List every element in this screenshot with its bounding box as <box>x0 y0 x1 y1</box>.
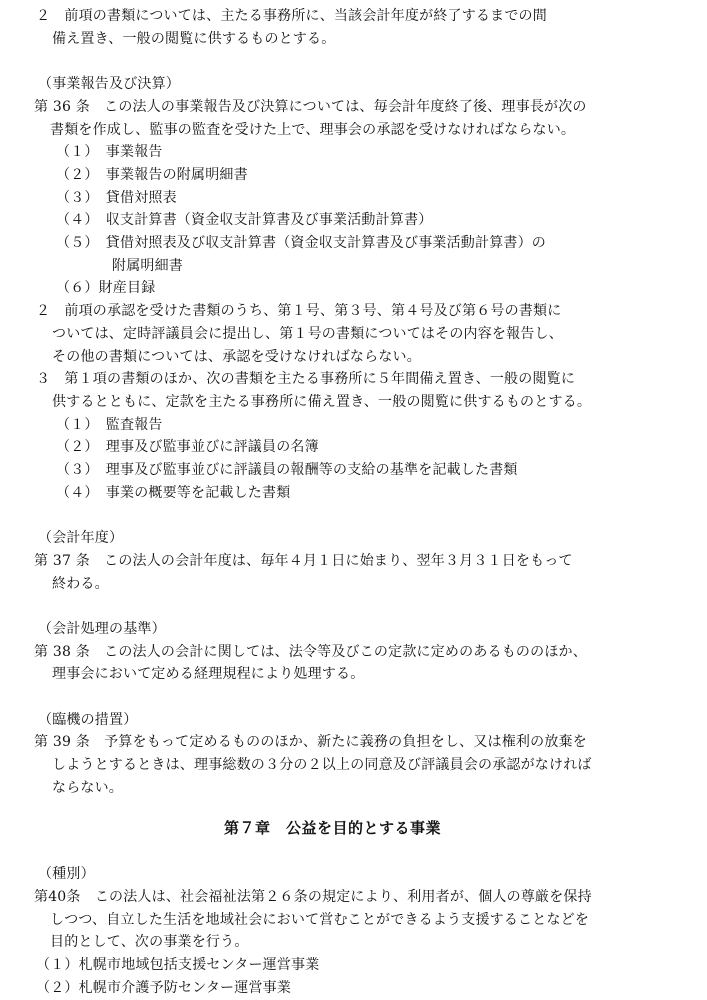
text-line: 供するとともに、定款を主たる事務所に備え置き、一般の閲覧に供するものとする。 <box>52 393 592 410</box>
text-line: （１） 監査報告 <box>56 416 163 433</box>
text-line: （５） 貸借対照表及び収支計算書（資金収支計算書及び事業活動計算書）の <box>56 235 546 251</box>
text-line: （４） 収支計算書（資金収支計算書及び事業活動計算書） <box>56 212 433 229</box>
text-line: 備え置き、一般の閲覧に供するものとする。 <box>52 30 336 47</box>
text-line: ２ 前項の書類については、主たる事務所に、当該会計年度が終了するまでの間 <box>36 8 547 24</box>
text-line: 附属明細書 <box>112 257 183 274</box>
text-line: しようとするときは、理事総数の３分の２以上の同意及び評議員会の承認がなければ <box>52 757 592 774</box>
text-line: （種別） <box>38 866 95 882</box>
text-line: 第40条 この法人は、社会福祉法第２６条の規定により、利用者が、個人の尊厳を保持 <box>34 888 592 905</box>
text-line: （３） 貸借対照表 <box>56 189 177 206</box>
text-line: （事業報告及び決算） <box>38 76 180 93</box>
text-line: （２）札幌市介護予防センター運営事業 <box>36 980 292 996</box>
text-line: （臨機の措置） <box>38 711 138 728</box>
chapter-heading: 第７章 公益を目的とする事業 <box>224 819 442 837</box>
text-line: ついては、定時評議員会に提出し、第１号の書類についてはその内容を報告し、 <box>52 325 563 342</box>
text-line: 第 36 条 この法人の事業報告及び決算については、毎会計年度終了後、理事長が次の <box>34 98 587 115</box>
text-line: 終わる。 <box>52 575 109 592</box>
text-line: （６）財産目録 <box>56 280 156 297</box>
text-line: （４） 事業の概要等を記載した書類 <box>56 484 291 501</box>
text-line: 理事会において定める経理規程により処理する。 <box>52 666 365 683</box>
text-line: 第 37 条 この法人の会計年度は、毎年４月１日に始まり、翌年３月３１日をもって <box>34 552 573 569</box>
text-line: （１） 事業報告 <box>56 144 163 161</box>
text-line: （２） 理事及び監事並びに評議員の名簿 <box>56 439 319 456</box>
text-line: しつつ、自立した生活を地域社会において営むことができるよう支援することなどを <box>50 911 590 928</box>
text-line: ２ 前項の承認を受けた書類のうち、第１号、第３号、第４号及び第６号の書類に <box>36 303 562 320</box>
text-line: その他の書類については、承認を受けなければならない。 <box>52 348 421 365</box>
text-line: （２） 事業報告の附属明細書 <box>56 166 248 183</box>
text-line: 第 39 条 予算をもって定めるもののほか、新たに義務の負担をし、又は権利の放棄を <box>34 734 587 751</box>
text-line: （３） 理事及び監事並びに評議員の報酬等の支給の基準を記載した書類 <box>56 462 518 478</box>
text-line: （会計年度） <box>38 530 124 547</box>
text-line: 第 38 条 この法人の会計に関しては、法令等及びこの定款に定めのあるもののほか、 <box>34 643 587 660</box>
text-line: 目的として、次の事業を行う。 <box>50 934 249 951</box>
text-line: ３ 第１項の書類のほか、次の書類を主たる事務所に５年間備え置き、一般の閲覧に <box>36 371 576 388</box>
text-line: ならない。 <box>52 779 123 796</box>
text-line: 書類を作成し、監事の監査を受けた上で、理事会の承認を受けなければならない。 <box>50 121 576 138</box>
text-line: （１）札幌市地域包括支援センター運営事業 <box>36 957 320 974</box>
text-line: （会計処理の基準） <box>38 620 166 637</box>
